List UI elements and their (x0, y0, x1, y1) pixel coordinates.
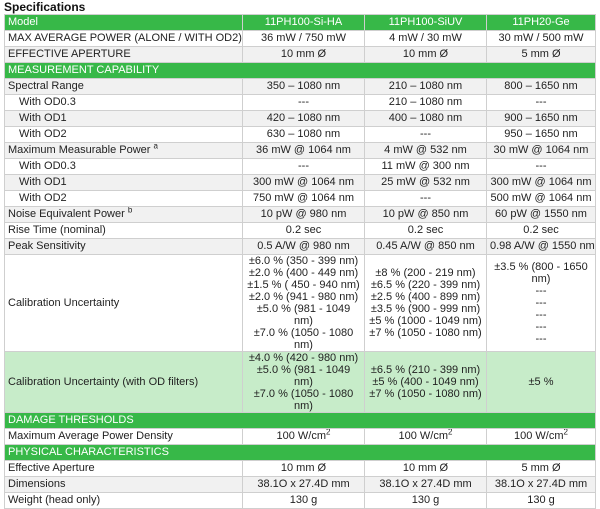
cell-value: ±5 % (487, 352, 596, 413)
table-row (5, 47, 596, 63)
table-row (5, 175, 596, 191)
calib-line: ±5.0 % (981 - 1049 nm) (256, 364, 351, 388)
cell-value: 10 pW @ 850 nm (365, 207, 487, 223)
table-row (5, 239, 596, 255)
row-label: With OD0.3 (5, 159, 243, 175)
section-header-measurement (5, 63, 596, 79)
cell-value: 900 – 1650 nm (487, 111, 596, 127)
calib-line: ±2.0 % (941 - 980 nm) (248, 291, 359, 303)
calib-line: ±5.0 % (981 - 1049 nm) (256, 303, 351, 327)
calib-line: ±8 % (200 - 219 nm) (375, 267, 476, 279)
calib-line: ±3.5 % (900 - 999 nm) (370, 303, 481, 315)
cell-value: 130 g (243, 493, 365, 509)
cell-value: 10 mm Ø (243, 47, 365, 63)
cell-value: 10 mm Ø (365, 461, 487, 477)
cell-value: 25 mW @ 532 nm (365, 175, 487, 191)
calib-line: --- (535, 297, 547, 309)
cell-value: 10 pW @ 980 nm (243, 207, 365, 223)
row-label: EFFECTIVE APERTURE (5, 47, 243, 63)
cell-value: 0.45 A/W @ 850 nm (365, 239, 487, 255)
cell-value: 4 mW @ 532 nm (365, 143, 487, 159)
cell-value: --- (487, 95, 596, 111)
calib-line: --- (535, 285, 547, 297)
cell-value: --- (365, 127, 487, 143)
table-row (5, 95, 596, 111)
cell-value: 5 mm Ø (487, 47, 596, 63)
table-row (5, 159, 596, 175)
calib-line: --- (535, 333, 547, 345)
calib-line: --- (535, 309, 547, 321)
row-label: With OD1 (5, 175, 243, 191)
superscript: 2 (563, 428, 568, 437)
row-label: With OD2 (5, 191, 243, 207)
row-label: Calibration Uncertainty (5, 255, 243, 352)
section-title: DAMAGE THRESHOLDS (5, 413, 596, 429)
calib-line: ±2.5 % (400 - 899 nm) (370, 291, 481, 303)
row-label (5, 143, 243, 159)
table-row-calibration-od (5, 352, 596, 413)
calib-line: ±7 % (1050 - 1080 nm) (369, 388, 482, 400)
header-model: Model (5, 15, 243, 31)
cell-value: 750 mW @ 1064 nm (243, 191, 365, 207)
calib-line: ±6.5 % (220 - 399 nm) (370, 279, 481, 291)
cell-value (365, 429, 487, 445)
header-model-1: 11PH100-Si-HA (243, 15, 365, 31)
cell-value: 0.2 sec (243, 223, 365, 239)
cell-value-multiline (365, 255, 487, 352)
cell-value: 400 – 1080 nm (365, 111, 487, 127)
cell-value: 11 mW @ 300 nm (365, 159, 487, 175)
section-title: MEASUREMENT CAPABILITY (5, 63, 596, 79)
section-header-damage (5, 413, 596, 429)
calib-line: ±7.0 % (1050 - 1080 nm) (253, 327, 354, 351)
superscript: 2 (448, 428, 453, 437)
cell-value: 10 mm Ø (243, 461, 365, 477)
cell-value: 36 mW @ 1064 nm (243, 143, 365, 159)
table-row (5, 127, 596, 143)
cell-value: 210 – 1080 nm (365, 79, 487, 95)
value-text: 100 W/cm (398, 430, 449, 442)
cell-value: 500 mW @ 1064 nm (487, 191, 596, 207)
row-label: Calibration Uncertainty (with OD filters) (5, 352, 243, 413)
row-label: With OD0.3 (5, 95, 243, 111)
header-model-3: 11PH20-Ge (487, 15, 596, 31)
page-title: Specifications (4, 0, 86, 14)
cell-value: 800 – 1650 nm (487, 79, 596, 95)
cell-value: 350 – 1080 nm (243, 79, 365, 95)
cell-value: --- (487, 159, 596, 175)
calib-line: ±2.0 % (400 - 449 nm) (248, 267, 359, 279)
footnote-marker: a (153, 142, 158, 151)
cell-value: 0.2 sec (365, 223, 487, 239)
cell-value: 38.1O x 27.4D mm (243, 477, 365, 493)
cell-value-multiline (487, 255, 596, 352)
superscript: 2 (326, 428, 331, 437)
calib-line: ±4.0 % (420 - 980 nm) (248, 352, 359, 364)
cell-value (487, 429, 596, 445)
cell-value: --- (243, 159, 365, 175)
table-row (5, 477, 596, 493)
calib-line: ±5 % (1000 - 1049 nm) (369, 315, 482, 327)
row-label: MAX AVERAGE POWER (ALONE / WITH OD2) (5, 31, 243, 47)
cell-value: 300 mW @ 1064 nm (243, 175, 365, 191)
cell-value: 0.2 sec (487, 223, 596, 239)
cell-value: 30 mW / 500 mW (487, 31, 596, 47)
cell-value: 0.5 A/W @ 980 nm (243, 239, 365, 255)
calib-line: ±7.0 % (1050 - 1080 nm) (253, 388, 354, 412)
calib-line: ±6.0 % (350 - 399 nm) (248, 255, 359, 267)
cell-value: 0.98 A/W @ 1550 nm (487, 239, 596, 255)
table-row (5, 207, 596, 223)
cell-value: 38.1O x 27.4D mm (487, 477, 596, 493)
row-label: Peak Sensitivity (5, 239, 243, 255)
cell-value: 38.1O x 27.4D mm (365, 477, 487, 493)
cell-value: 130 g (487, 493, 596, 509)
row-label: With OD2 (5, 127, 243, 143)
table-row (5, 79, 596, 95)
cell-value: 30 mW @ 1064 nm (487, 143, 596, 159)
calib-line: ±1.5 % ( 450 - 940 nm) (247, 279, 360, 291)
calib-line: ±3.5 % (800 - 1650 nm) (494, 261, 588, 285)
table-row (5, 493, 596, 509)
footnote-marker: b (127, 206, 133, 215)
table-header-row (5, 15, 596, 31)
table-row (5, 191, 596, 207)
cell-value: 4 mW / 30 mW (365, 31, 487, 47)
row-label (5, 207, 243, 223)
row-label: Maximum Average Power Density (5, 429, 243, 445)
row-label: Weight (head only) (5, 493, 243, 509)
calib-line: ±6.5 % (210 - 399 nm) (370, 364, 481, 376)
cell-value: 420 – 1080 nm (243, 111, 365, 127)
cell-value: 130 g (365, 493, 487, 509)
cell-value: 950 – 1650 nm (487, 127, 596, 143)
row-label-text: Maximum Measurable Power (8, 144, 151, 156)
cell-value: 630 – 1080 nm (243, 127, 365, 143)
table-row (5, 461, 596, 477)
cell-value: --- (243, 95, 365, 111)
value-text: 100 W/cm (276, 430, 327, 442)
calib-line: ±7 % (1050 - 1080 nm) (369, 327, 482, 339)
cell-value (243, 429, 365, 445)
cell-value: 36 mW / 750 mW (243, 31, 365, 47)
row-label: Dimensions (5, 477, 243, 493)
row-label: Rise Time (nominal) (5, 223, 243, 239)
row-label: Spectral Range (5, 79, 243, 95)
cell-value-multiline (243, 255, 365, 352)
calib-line: ±5 % (400 - 1049 nm) (372, 376, 479, 388)
row-label: Effective Aperture (5, 461, 243, 477)
row-label: With OD1 (5, 111, 243, 127)
table-row (5, 429, 596, 445)
cell-value: 210 – 1080 nm (365, 95, 487, 111)
specifications-table (4, 14, 596, 509)
cell-value-multiline (365, 352, 487, 413)
section-title: PHYSICAL CHARACTERISTICS (5, 445, 596, 461)
cell-value: 5 mm Ø (487, 461, 596, 477)
table-row-calibration (5, 255, 596, 352)
table-row (5, 143, 596, 159)
cell-value: --- (365, 191, 487, 207)
calib-line: --- (535, 321, 547, 333)
table-row (5, 111, 596, 127)
table-row (5, 223, 596, 239)
value-text: 100 W/cm (514, 430, 564, 442)
cell-value: 300 mW @ 1064 nm (487, 175, 596, 191)
header-model-2: 11PH100-SiUV (365, 15, 487, 31)
cell-value: 60 pW @ 1550 nm (487, 207, 596, 223)
table-row (5, 31, 596, 47)
section-header-physical (5, 445, 596, 461)
cell-value-multiline (243, 352, 365, 413)
cell-value: 10 mm Ø (365, 47, 487, 63)
row-label-text: Noise Equivalent Power (8, 208, 125, 220)
